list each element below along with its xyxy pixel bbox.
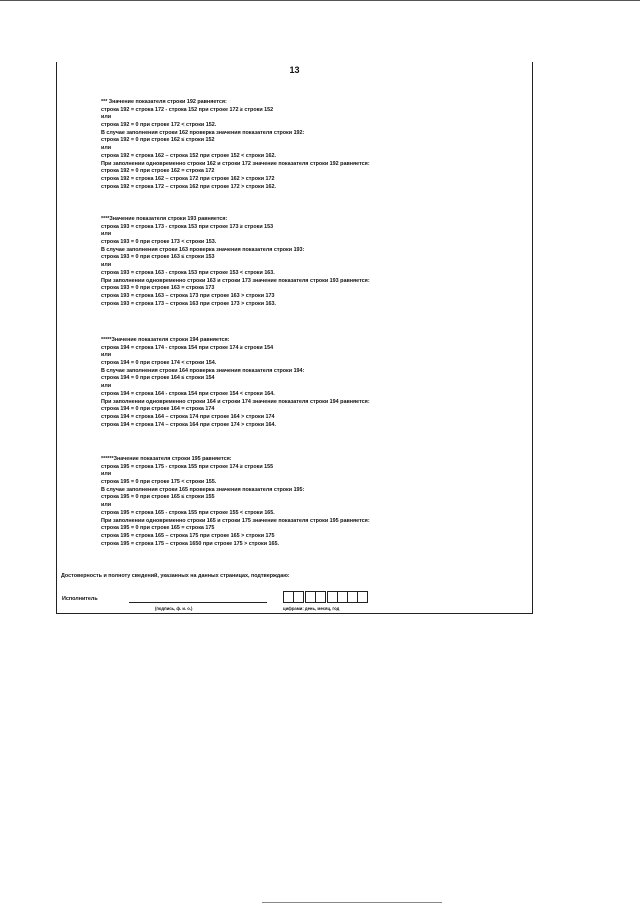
signature-caption: (подпись, ф. и. о.) <box>155 606 193 611</box>
note-line: В случае заполнения строки 165 проверка значения показателя строки 195: <box>101 486 305 493</box>
note-line: При заполнении одновременно строки 162 и строки 172 значение показателя строки 192 равняется: <box>101 160 370 167</box>
note-line: В случае заполнения строки 162 проверка значения показателя строки 192: <box>101 129 305 136</box>
date-day-box-2[interactable] <box>293 591 304 603</box>
note-line: В случае заполнения строки 164 проверка значения показателя строки 194: <box>101 367 305 374</box>
scan-edge-top <box>0 0 640 1</box>
note-line: строка 195 = строка 165 – строка 175 при строке 165 > строки 175 <box>101 532 275 539</box>
note-line: строка 193 = строка 163 – строка 173 при строке 163 > строки 173 <box>101 292 275 299</box>
note-line: ****Значение показателя строки 193 равняется: <box>101 216 228 222</box>
note-line: или <box>101 145 112 152</box>
date-caption: цифрами: день, месяц, год <box>283 606 340 611</box>
note-line: строка 192 = строка 172 – строка 162 при строке 172 > строки 162. <box>101 183 277 190</box>
note-line: строка 192 = строка 172 - строка 152 при строке 172 ≥ строки 152 <box>101 106 274 113</box>
note-line: строка 193 = 0 при строке 163 ≤ строки 153 <box>101 254 215 261</box>
note-line: При заполнении одновременно строки 164 и строки 174 значение показателя строки 194 равняется: <box>101 398 370 405</box>
certification-statement: Достоверность и полноту сведений, указанных на данных страницах, подтверждаю: <box>61 573 290 579</box>
note-line: строка 194 = строка 174 - строка 154 при строке 174 ≥ строки 154 <box>101 344 274 351</box>
note-block-193 <box>101 216 370 308</box>
note-line: строка 195 = 0 при строке 165 ≤ строки 155 <box>101 494 215 501</box>
form-page-frame <box>56 62 533 614</box>
note-line: строка 192 = 0 при строке 162 ≤ строки 152 <box>101 137 215 144</box>
note-line: строка 192 = строка 162 – строка 152 при строке 152 < строки 162. <box>101 152 277 159</box>
note-line: строка 195 = строка 165 - строка 155 при строке 155 < строки 165. <box>101 509 275 516</box>
page-number: 13 <box>289 65 300 75</box>
note-line: строка 193 = 0 при строке 173 < строки 153. <box>101 239 217 246</box>
note-line: строка 193 = 0 при строке 163 = строка 173 <box>101 285 215 292</box>
date-boxes <box>283 591 367 603</box>
note-line: строка 195 = 0 при строке 175 < строки 155. <box>101 479 217 486</box>
note-line: строка 194 = 0 при строке 164 ≤ строки 154 <box>101 375 215 382</box>
signature-field[interactable] <box>129 602 267 603</box>
note-block-194 <box>101 337 370 429</box>
note-line: строка 193 = строка 173 – строка 163 при строке 173 > строки 163. <box>101 300 277 307</box>
note-line: ******Значение показателя строки 195 равняется: <box>101 456 232 462</box>
note-block-195 <box>101 456 370 548</box>
note-block-192 <box>101 99 370 191</box>
note-line: строка 194 = строка 174 – строка 164 при строке 174 > строки 164. <box>101 421 277 428</box>
scan-edge-bottom <box>262 902 442 903</box>
note-line: строка 193 = строка 173 - строка 153 при строке 173 ≥ строки 153 <box>101 223 274 230</box>
note-line: или <box>101 502 112 509</box>
note-line: или <box>101 114 112 121</box>
note-line: строка 195 = 0 при строке 165 = строка 175 <box>101 525 215 532</box>
note-line: При заполнении одновременно строки 163 и строки 173 значение показателя строки 193 равняется: <box>101 277 370 284</box>
date-month-box-2[interactable] <box>315 591 326 603</box>
date-year-box-4[interactable] <box>357 591 368 603</box>
note-line: или <box>101 231 112 238</box>
note-line: строка 195 = строка 175 - строка 155 при строке 174 ≥ строки 155 <box>101 463 274 470</box>
note-line: строка 193 = строка 163 - строка 153 при строке 153 < строки 163. <box>101 269 275 276</box>
note-line: строка 192 = 0 при строке 162 = строка 172 <box>101 168 215 175</box>
note-line: строка 194 = 0 при строке 174 < строки 154. <box>101 360 217 367</box>
note-line: строка 192 = 0 при строке 172 < строки 152. <box>101 122 217 129</box>
note-line: *****Значение показателя строки 194 равняется: <box>101 337 230 343</box>
note-line: строка 194 = строка 164 – строка 174 при строке 164 > строки 174 <box>101 413 275 420</box>
note-line: *** Значение показателя строки 192 равняется: <box>101 99 227 105</box>
note-line: строка 195 = строка 175 – строка 1650 при строке 175 > строки 165. <box>101 540 280 547</box>
note-line: строка 194 = строка 164 - строка 154 при строке 154 < строки 164. <box>101 390 275 397</box>
note-line: При заполнении одновременно строки 165 и строки 175 значение показателя строки 195 равняется: <box>101 517 370 524</box>
executor-label: Исполнитель <box>62 596 98 602</box>
note-line: строка 192 = строка 162 – строка 172 при строке 162 > строки 172 <box>101 175 275 182</box>
note-line: строка 194 = 0 при строке 164 = строка 174 <box>101 406 215 413</box>
note-line: или <box>101 471 112 478</box>
note-line: В случае заполнения строки 163 проверка значения показателя строки 193: <box>101 246 305 253</box>
note-line: или <box>101 262 112 269</box>
note-line: или <box>101 383 112 390</box>
note-line: или <box>101 352 112 359</box>
